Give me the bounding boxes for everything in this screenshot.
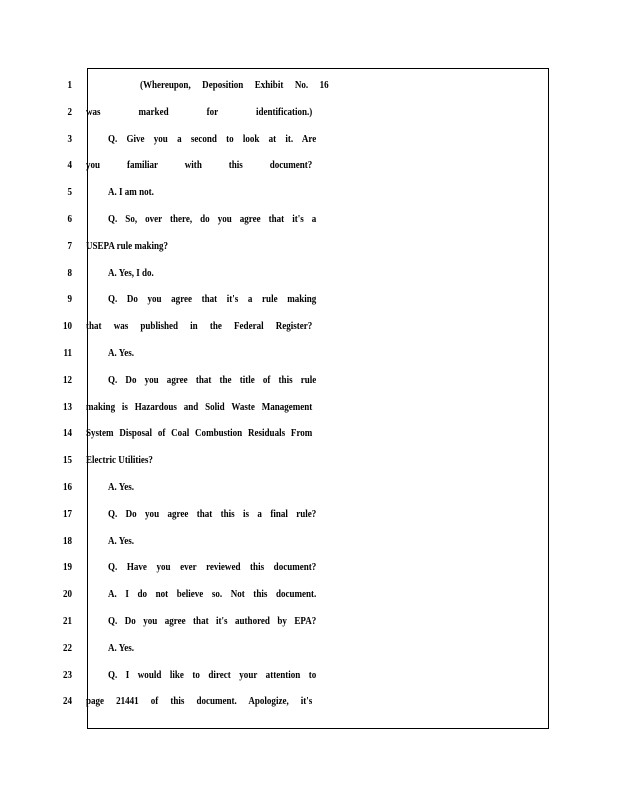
transcript-line [0,581,618,607]
line-number: 13 [62,400,72,413]
line-number: 6 [67,213,72,225]
line-number: 14 [62,427,72,440]
line-number: 1 [67,79,72,91]
transcript-line [0,367,618,393]
line-number: 8 [67,266,72,279]
line-number: 16 [62,481,72,493]
line-text: A. Yes. [108,534,134,547]
line-text: A. Yes. [108,481,134,493]
transcript-line [0,126,618,152]
transcript-line [0,501,618,527]
line-text: Q. Do you agree that it's authored by EPA? [108,615,317,627]
transcript-line [0,394,618,420]
line-number: 12 [62,373,72,386]
line-number: 17 [62,507,72,520]
line-text: A. Yes, I do. [108,266,154,279]
line-text: page 21441 of this document. Apologize, it's [86,695,313,708]
line-number: 24 [62,695,72,708]
transcript-line [0,474,618,500]
line-text: System Disposal of Coal Combustion Residuals From [86,427,313,440]
line-number: 11 [63,347,72,359]
line-text: (Whereupon, Deposition Exhibit No. 16 [140,79,329,91]
line-text: you familiar with this document? [86,159,313,172]
transcript-line [0,608,618,634]
line-number: 7 [67,239,72,252]
line-text: Q. Give you a second to look at it. Are [108,132,317,145]
line-text: A. Yes. [108,347,134,359]
transcript-line [0,152,618,178]
line-number: 9 [67,293,72,306]
transcript-line [0,233,618,259]
line-number: 15 [62,454,72,467]
line-number: 4 [67,159,72,172]
transcript-line [0,206,618,232]
transcript-line [0,420,618,446]
transcript-line [0,554,618,580]
transcript-line [0,99,618,125]
line-number: 18 [62,534,72,547]
transcript-line [0,447,618,473]
line-number: 10 [62,320,72,333]
line-text: Q. Do you agree that the title of this rule [108,373,317,386]
line-text: A. I do not believe so. Not this document. [108,588,317,601]
line-text: USEPA rule making? [86,239,169,252]
line-number: 21 [62,615,72,627]
line-text: Q. Do you agree that this is a final rule? [108,507,317,520]
line-number: 23 [62,668,72,681]
line-text: making is Hazardous and Solid Waste Management [86,400,313,413]
line-number: 22 [62,641,72,654]
line-text: Q. I would like to direct your attention to [108,668,317,681]
transcript-line [0,72,618,98]
transcript-line [0,662,618,688]
line-text: that was published in the Federal Register? [86,320,313,333]
line-text: A. Yes. [108,641,134,654]
line-text: was marked for identification.) [86,105,313,118]
line-text: A. I am not. [108,186,154,199]
transcript-line [0,260,618,286]
transcript-line [0,340,618,366]
line-text: Q. So, over there, do you agree that it's a [108,213,317,225]
transcript-line [0,635,618,661]
line-text: Electric Utilities? [86,454,153,467]
transcript-line [0,286,618,312]
transcript-line [0,528,618,554]
line-text: Q. Do you agree that it's a rule making [108,293,317,306]
transcript-line [0,179,618,205]
line-text: Q. Have you ever reviewed this document? [108,561,317,574]
line-number: 5 [67,186,72,199]
line-number: 20 [62,588,72,601]
line-number: 3 [67,132,72,145]
line-number: 19 [62,561,72,574]
transcript-line [0,313,618,339]
transcript-line [0,688,618,714]
line-number: 2 [67,105,72,118]
